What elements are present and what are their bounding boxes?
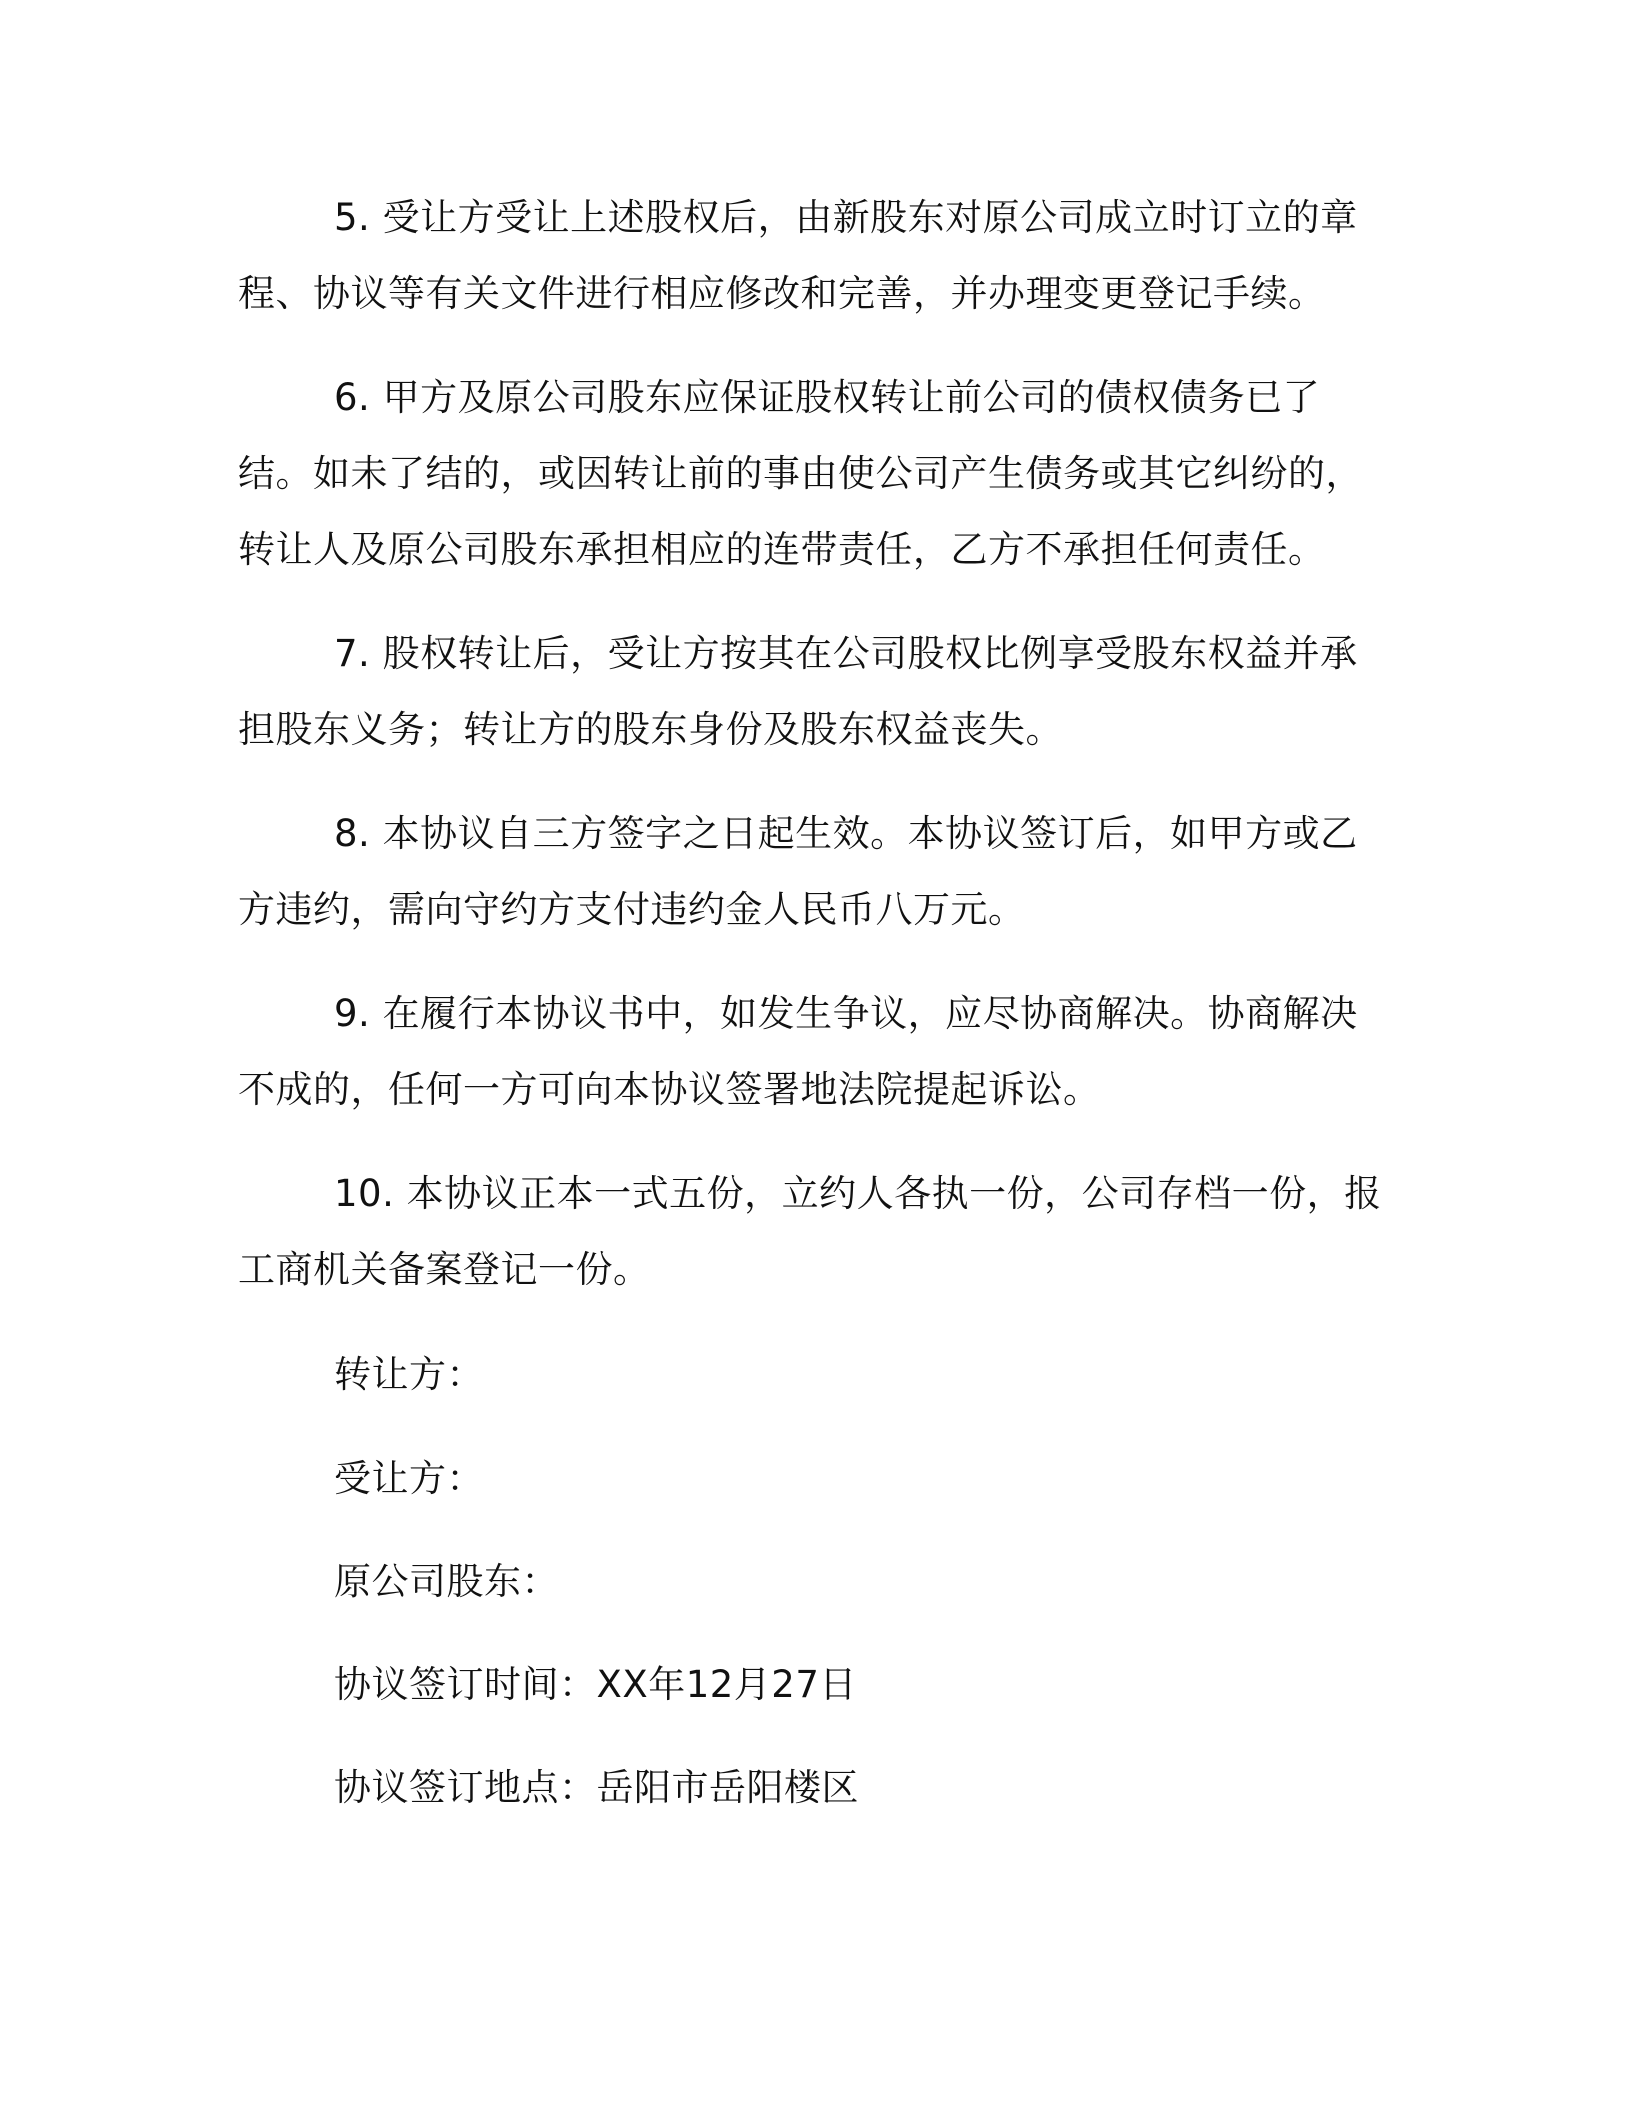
signing-place-line <box>334 1763 859 1813</box>
signing-place-label: 协议签订地点： <box>334 1766 597 1809</box>
clause-number: 8. <box>334 812 371 855</box>
clause-5 <box>238 180 1388 332</box>
signing-date-line <box>334 1660 857 1710</box>
clause-text: 本协议正本一式五份，立约人各执一份，公司存档一份，报工商机关备案登记一份。 <box>238 1172 1382 1291</box>
clause-number: 5. <box>334 196 371 239</box>
transferor-label: 转让方： <box>334 1353 484 1396</box>
signing-place-value: 岳阳市岳阳楼区 <box>596 1766 859 1809</box>
clause-10 <box>238 1156 1388 1308</box>
clause-number: 6. <box>334 376 371 419</box>
signing-date-value: XX年12月27日 <box>596 1663 857 1706</box>
clause-text: 受让方受让上述股权后，由新股东对原公司成立时订立的章程、协议等有关文件进行相应修改和完善，并办理变更登记手续。 <box>238 196 1358 315</box>
clause-text: 本协议自三方签字之日起生效。本协议签订后，如甲方或乙方违约，需向守约方支付违约金人民币八万元。 <box>238 812 1358 931</box>
clause-number: 10. <box>334 1172 395 1215</box>
clause-9 <box>238 976 1388 1128</box>
original-shareholder-label: 原公司股东： <box>334 1560 559 1603</box>
clause-text: 在履行本协议书中，如发生争议，应尽协商解决。协商解决不成的，任何一方可向本协议签署地法院提起诉讼。 <box>238 992 1358 1111</box>
transferor-signature-line <box>334 1350 484 1400</box>
clause-8 <box>238 796 1388 948</box>
clause-6 <box>238 360 1388 588</box>
original-shareholder-signature-line <box>334 1557 559 1607</box>
clause-7 <box>238 616 1388 768</box>
transferee-signature-line <box>334 1454 484 1504</box>
clause-number: 7. <box>334 632 371 675</box>
clause-number: 9. <box>334 992 371 1035</box>
clause-text: 甲方及原公司股东应保证股权转让前公司的债权债务已了结。如未了结的，或因转让前的事由使公司产生债务或其它纠纷的，转让人及原公司股东承担相应的连带责任，乙方不承担任何责任。 <box>238 376 1363 571</box>
signing-date-label: 协议签订时间： <box>334 1663 597 1706</box>
clause-text: 股权转让后，受让方按其在公司股权比例享受股东权益并承担股东义务；转让方的股东身份及股东权益丧失。 <box>238 632 1358 751</box>
transferee-label: 受让方： <box>334 1457 484 1500</box>
